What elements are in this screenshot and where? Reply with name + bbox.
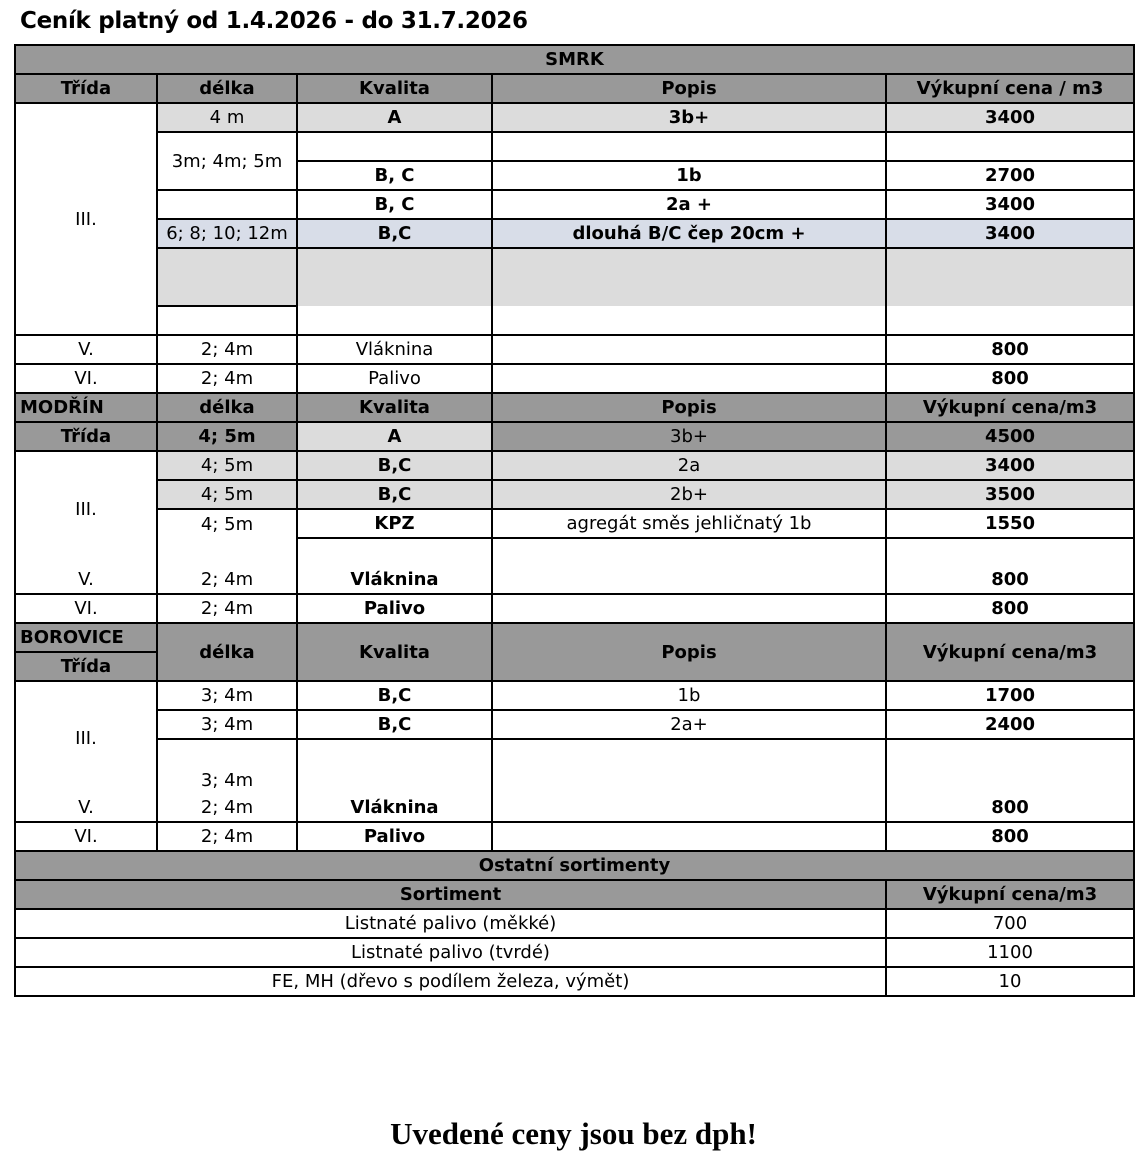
table-row	[15, 132, 1134, 161]
spacer-cell	[886, 306, 1134, 335]
table-row	[15, 566, 1134, 594]
class-cell: III.	[15, 681, 157, 794]
ostatni-section-row	[15, 851, 1134, 880]
table-row	[15, 538, 1134, 566]
kvalita-cell: B,C	[297, 219, 492, 248]
kvalita-cell: B, C	[297, 161, 492, 190]
col-header-popis: Popis	[492, 74, 886, 103]
cena-cell: 4500	[886, 422, 1134, 451]
spacer-cell	[157, 306, 297, 335]
modrin-section-title: MODŘÍN	[15, 393, 157, 422]
col-header-trida: Třída	[15, 652, 157, 681]
col-header-trida: Třída	[15, 74, 157, 103]
delka-cell: 2; 4m	[157, 364, 297, 393]
cena-cell: 800	[886, 335, 1134, 364]
delka-cell: 2; 4m	[157, 566, 297, 594]
cena-cell: 2400	[886, 710, 1134, 739]
popis-cell	[492, 767, 886, 794]
delka-cell: 2; 4m	[157, 822, 297, 851]
table-row	[15, 219, 1134, 248]
class-cell: V.	[15, 335, 157, 364]
delka-cell: 3; 4m	[157, 767, 297, 794]
kvalita-cell: Vláknina	[297, 335, 492, 364]
borovice-section-title: BOROVICE	[15, 623, 157, 652]
table-row	[15, 710, 1134, 739]
kvalita-cell: Palivo	[297, 364, 492, 393]
class-cell: V.	[15, 794, 157, 822]
class-cell: V.	[15, 566, 157, 594]
col-header-delka: délka	[157, 393, 297, 422]
table-row	[15, 681, 1134, 710]
spacer-cell	[886, 739, 1134, 767]
class-cell: III.	[15, 103, 157, 335]
spacer-cell	[297, 306, 492, 335]
cena-cell: 10	[886, 967, 1134, 996]
spacer-cell	[492, 248, 886, 306]
table-row	[15, 594, 1134, 623]
delka-cell: 2; 4m	[157, 594, 297, 623]
popis-cell	[492, 822, 886, 851]
delka-cell: 4; 5m	[157, 422, 297, 451]
delka-cell: 4 m	[157, 103, 297, 132]
popis-cell: 2b+	[492, 480, 886, 509]
vat-note: Uvedené ceny jsou bez dph!	[390, 1116, 757, 1151]
table-row	[15, 967, 1134, 996]
ostatni-section-title: Ostatní sortimenty	[15, 851, 1134, 880]
delka-cell: 3; 4m	[157, 710, 297, 739]
smrk-header-row	[15, 74, 1134, 103]
popis-cell: 2a	[492, 451, 886, 480]
popis-cell: 1b	[492, 681, 886, 710]
cena-cell: 3400	[886, 190, 1134, 219]
popis-cell	[492, 335, 886, 364]
smrk-section-row	[15, 45, 1134, 74]
kvalita-cell: B,C	[297, 451, 492, 480]
popis-cell: dlouhá B/C čep 20cm +	[492, 219, 886, 248]
cena-cell: 800	[886, 364, 1134, 393]
kvalita-cell: B,C	[297, 681, 492, 710]
kvalita-cell: B, C	[297, 190, 492, 219]
delka-cell: 6; 8; 10; 12m	[157, 219, 297, 248]
class-cell: VI.	[15, 822, 157, 851]
smrk-section-title: SMRK	[15, 45, 1134, 74]
price-table	[14, 44, 1135, 997]
popis-cell: 2a+	[492, 710, 886, 739]
table-row	[15, 909, 1134, 938]
spacer-cell	[492, 132, 886, 161]
table-row	[15, 739, 1134, 767]
table-row	[15, 480, 1134, 509]
kvalita-cell: A	[297, 103, 492, 132]
cena-cell: 1550	[886, 509, 1134, 538]
delka-cell: 2; 4m	[157, 794, 297, 822]
borovice-header-row	[15, 623, 1134, 652]
page-title: Ceník platný od 1.4.2026 - do 31.7.2026	[20, 8, 528, 34]
cena-cell: 1100	[886, 938, 1134, 967]
col-header-cena: Výkupní cena/m3	[886, 393, 1134, 422]
cena-cell: 800	[886, 594, 1134, 623]
spacer-cell	[492, 538, 886, 566]
cena-cell: 3400	[886, 219, 1134, 248]
table-row	[15, 248, 1134, 306]
kvalita-cell: KPZ	[297, 509, 492, 538]
table-row	[15, 822, 1134, 851]
spacer-cell	[886, 132, 1134, 161]
popis-cell	[492, 364, 886, 393]
spacer-cell	[492, 739, 886, 767]
cena-cell: 800	[886, 566, 1134, 594]
col-header-cena: Výkupní cena/m3	[886, 880, 1134, 909]
kvalita-cell: B,C	[297, 710, 492, 739]
spacer-cell	[157, 538, 297, 566]
delka-cell: 4; 5m	[157, 480, 297, 509]
modrin-top-row	[15, 422, 1134, 451]
delka-cell: 2; 4m	[157, 335, 297, 364]
table-row	[15, 767, 1134, 794]
delka-cell: 3; 4m	[157, 681, 297, 710]
spacer-cell	[297, 538, 492, 566]
spacer-cell	[886, 248, 1134, 306]
sortiment-cell: Listnaté palivo (měkké)	[15, 909, 886, 938]
cena-cell: 3400	[886, 451, 1134, 480]
popis-cell	[492, 566, 886, 594]
ostatni-header-row	[15, 880, 1134, 909]
spacer-cell	[157, 248, 297, 306]
cena-cell: 2700	[886, 161, 1134, 190]
popis-cell: 3b+	[492, 103, 886, 132]
kvalita-cell: Vláknina	[297, 794, 492, 822]
delka-cell: 4; 5m	[157, 451, 297, 480]
cena-cell: 800	[886, 822, 1134, 851]
col-header-trida: Třída	[15, 422, 157, 451]
table-row	[15, 509, 1134, 538]
popis-cell: agregát směs jehličnatý 1b	[492, 509, 886, 538]
spacer-cell	[157, 190, 297, 219]
col-header-kvalita: Kvalita	[297, 74, 492, 103]
table-row	[15, 306, 1134, 335]
table-row	[15, 190, 1134, 219]
col-header-cena: Výkupní cena / m3	[886, 74, 1134, 103]
spacer-cell	[297, 248, 492, 306]
kvalita-cell: A	[297, 422, 492, 451]
kvalita-cell	[297, 767, 492, 794]
spacer-cell	[492, 306, 886, 335]
col-header-cena: Výkupní cena/m3	[886, 623, 1134, 681]
kvalita-cell: Palivo	[297, 822, 492, 851]
popis-cell	[492, 594, 886, 623]
table-row	[15, 451, 1134, 480]
spacer-cell	[297, 739, 492, 767]
table-row	[15, 103, 1134, 132]
table-row	[15, 794, 1134, 822]
cena-cell: 3400	[886, 103, 1134, 132]
kvalita-cell: Palivo	[297, 594, 492, 623]
spacer-cell	[297, 132, 492, 161]
table-row	[15, 938, 1134, 967]
cena-cell	[886, 767, 1134, 794]
col-header-popis: Popis	[492, 623, 886, 681]
sortiment-cell: Listnaté palivo (tvrdé)	[15, 938, 886, 967]
popis-cell	[492, 794, 886, 822]
col-header-popis: Popis	[492, 393, 886, 422]
class-cell: VI.	[15, 364, 157, 393]
cena-cell: 800	[886, 794, 1134, 822]
table-row	[15, 335, 1134, 364]
popis-cell: 3b+	[492, 422, 886, 451]
col-header-kvalita: Kvalita	[297, 393, 492, 422]
popis-cell: 1b	[492, 161, 886, 190]
cena-cell: 3500	[886, 480, 1134, 509]
modrin-header-row	[15, 393, 1134, 422]
delka-cell: 4; 5m	[157, 509, 297, 538]
spacer-cell	[157, 739, 297, 767]
class-cell: III.	[15, 451, 157, 566]
sortiment-cell: FE, MH (dřevo s podílem železa, výmět)	[15, 967, 886, 996]
table-row	[15, 364, 1134, 393]
col-header-sortiment: Sortiment	[15, 880, 886, 909]
popis-cell: 2a +	[492, 190, 886, 219]
class-cell: VI.	[15, 594, 157, 623]
col-header-kvalita: Kvalita	[297, 623, 492, 681]
delka-cell: 3m; 4m; 5m	[157, 132, 297, 190]
kvalita-cell: Vláknina	[297, 566, 492, 594]
col-header-delka: délka	[157, 623, 297, 681]
kvalita-cell: B,C	[297, 480, 492, 509]
col-header-delka: délka	[157, 74, 297, 103]
cena-cell: 700	[886, 909, 1134, 938]
spacer-cell	[886, 538, 1134, 566]
cena-cell: 1700	[886, 681, 1134, 710]
